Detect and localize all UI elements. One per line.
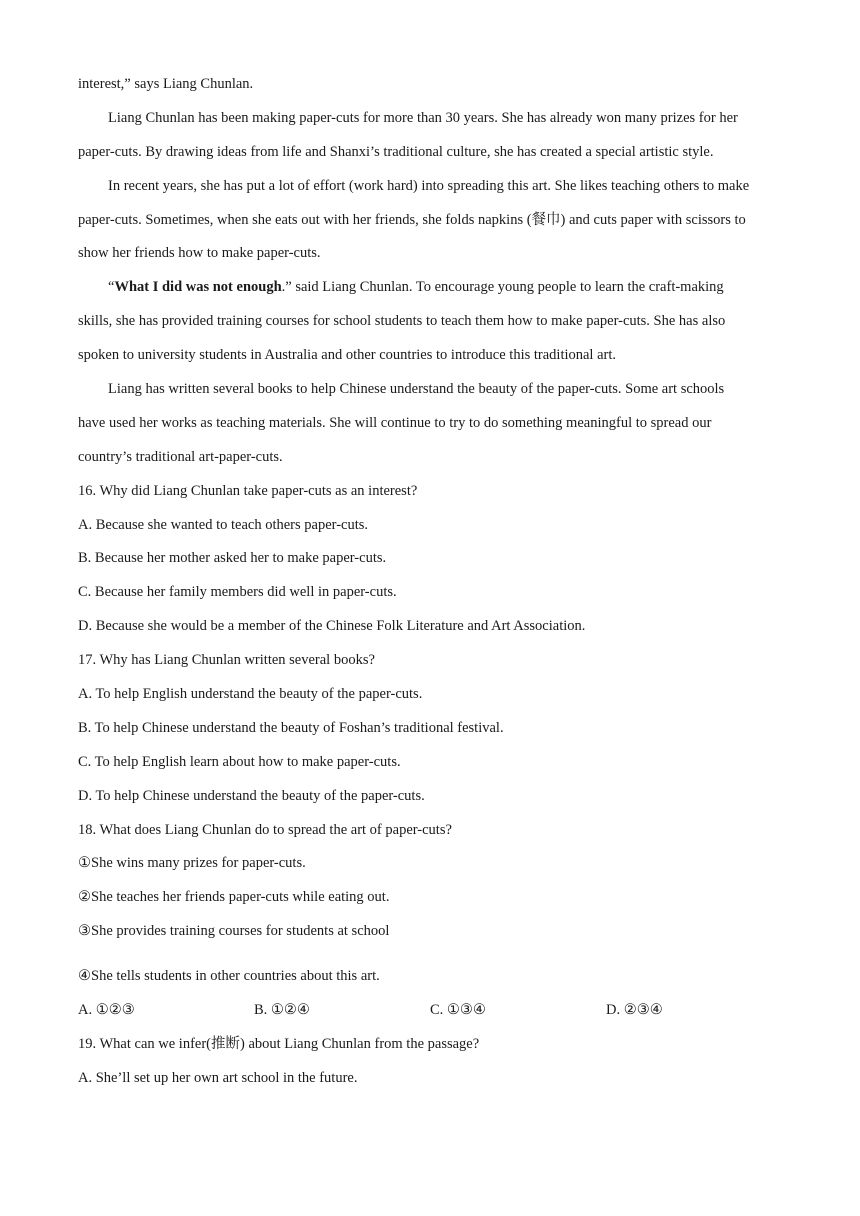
option-a: A. Because she wanted to teach others paper-cuts.: [78, 516, 368, 533]
question-17: [78, 644, 788, 813]
option-b: B. ①②④: [254, 1002, 310, 1019]
spacer: [78, 949, 788, 960]
option-a: A. She’ll set up her own art school in the future.: [78, 1069, 358, 1086]
statement-2: ②She teaches her friends paper-cuts while eating out.: [78, 889, 390, 906]
passage-line: In recent years, she has put a lot of effort (work hard) into spreading this art. She likes teaching others to make: [108, 177, 750, 194]
passage-line: spoken to university students in Australia and other countries to introduce this traditional art.: [78, 347, 617, 364]
option-a: A. ①②③: [78, 1002, 135, 1019]
passage-line: paper-cuts. Sometimes, when she eats out with her friends, she folds napkins (餐巾) and cuts paper with scissors to: [78, 211, 746, 228]
option-d: D. To help Chinese understand the beauty of the paper-cuts.: [78, 787, 425, 804]
option-c: C. ①③④: [430, 1002, 486, 1019]
option-b: B. Because her mother asked her to make paper-cuts.: [78, 550, 387, 567]
passage-line: [78, 271, 788, 305]
bold-quote: What I did was not enough: [114, 279, 282, 296]
passage-line: country’s traditional art-paper-cuts.: [78, 448, 283, 465]
passage-line: show her friends how to make paper-cuts.: [78, 245, 321, 262]
passage-text: .” said Liang Chunlan. To encourage young people to learn the craft-making: [281, 279, 724, 296]
statement-4: ④She tells students in other countries about this art.: [78, 968, 380, 985]
option-d: D. Because she would be a member of the Chinese Folk Literature and Art Association.: [78, 618, 586, 635]
question-stem: 18. What does Liang Chunlan do to spread the art of paper-cuts?: [78, 821, 452, 838]
passage-line: interest,” says Liang Chunlan.: [78, 76, 254, 92]
question-stem: 16. Why did Liang Chunlan take paper-cuts as an interest?: [78, 482, 418, 499]
passage-line: skills, she has provided training courses for school students to teach them how to make paper-cuts. She has also: [78, 313, 726, 330]
option-c: C. To help English learn about how to make paper-cuts.: [78, 753, 401, 770]
statement-1: ①She wins many prizes for paper-cuts.: [78, 855, 306, 872]
passage-line: Liang has written several books to help Chinese understand the beauty of the paper-cuts. Some art schools: [108, 381, 725, 398]
option-c: C. Because her family members did well in paper-cuts.: [78, 584, 397, 601]
option-d: D. ②③④: [606, 1002, 663, 1019]
options-row: [78, 994, 788, 1028]
reading-passage: [78, 68, 788, 475]
statement-3: ③She provides training courses for students at school: [78, 923, 390, 940]
option-b: B. To help Chinese understand the beauty of Foshan’s traditional festival.: [78, 719, 504, 736]
passage-line: have used her works as teaching materials. She will continue to try to do something meaningful to spread our: [78, 414, 712, 431]
open-quote: “: [108, 279, 115, 296]
question-stem: 19. What can we infer(推断) about Liang Chunlan from the passage?: [78, 1035, 480, 1052]
passage-line: Liang Chunlan has been making paper-cuts for more than 30 years. She has already won many prizes for her: [108, 109, 738, 126]
question-16: [78, 475, 788, 644]
option-a: A. To help English understand the beauty of the paper-cuts.: [78, 686, 423, 703]
question-stem: 17. Why has Liang Chunlan written several books?: [78, 652, 375, 669]
document-page: [78, 68, 788, 1096]
question-19: [78, 1028, 788, 1096]
passage-line: paper-cuts. By drawing ideas from life and Shanxi’s traditional culture, she has created a special artistic style.: [78, 143, 714, 160]
question-18: [78, 814, 788, 1028]
